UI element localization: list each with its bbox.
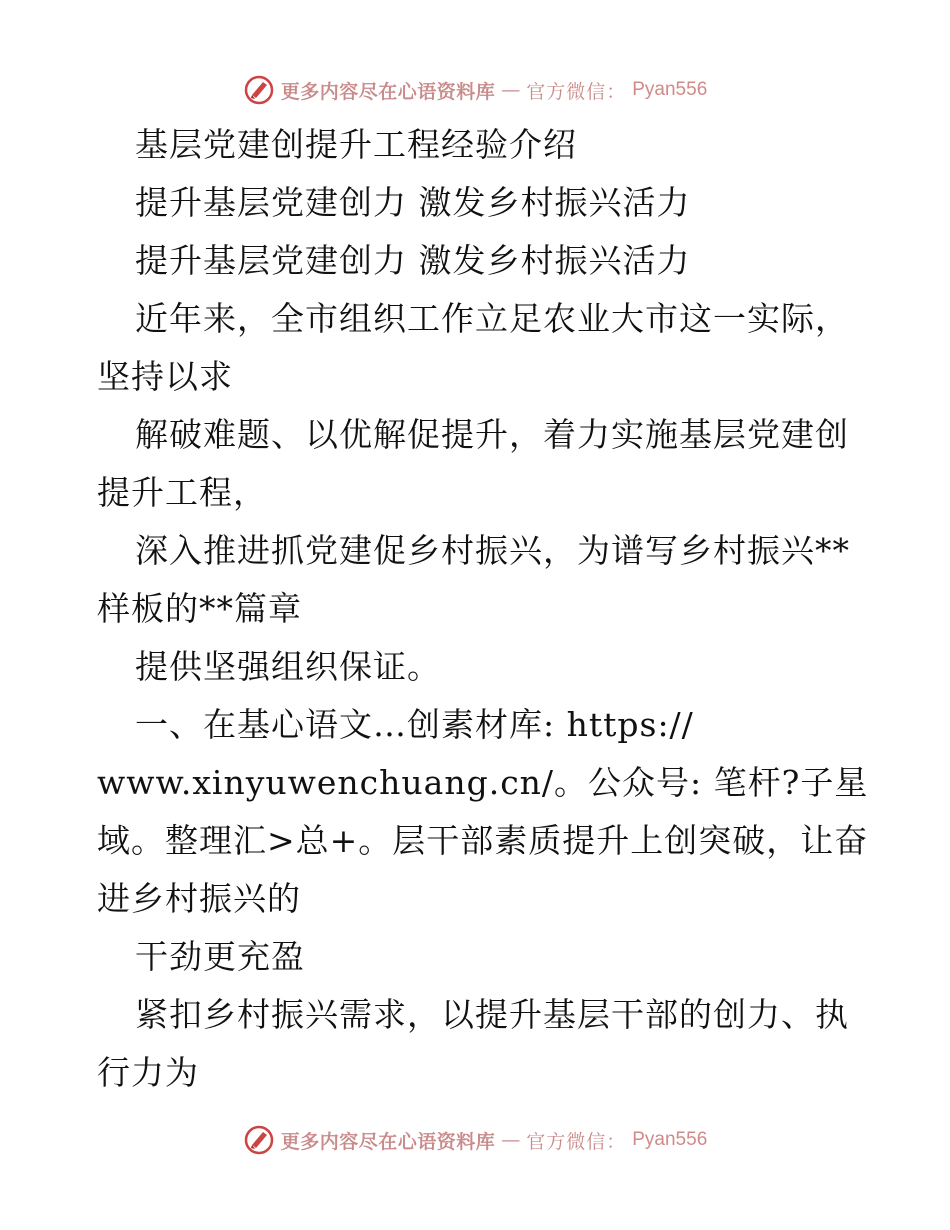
- watermark-wechat-id: Pyan556: [632, 79, 708, 100]
- watermark-dash: —: [501, 79, 521, 101]
- paragraph-line: 近年来，全市组织工作立足农业大市这一实际，: [135, 299, 849, 338]
- paragraph-line: 干劲更充盈: [135, 937, 305, 976]
- red-stamp-logo-icon: [243, 74, 275, 106]
- header-watermark: [0, 70, 950, 110]
- paragraph-line: 域。整理汇>总+。层干部素质提升上创突破，让奋: [97, 821, 869, 860]
- red-stamp-logo-icon: [243, 1124, 275, 1156]
- section-heading-line: 一、在基心语文…创素材库: https://: [135, 705, 694, 744]
- watermark-text: 更多内容尽在心语资料库: [280, 1130, 496, 1153]
- watermark-text: 更多内容尽在心语资料库: [280, 80, 496, 103]
- paragraph-line: 样板的**篇章: [97, 589, 302, 628]
- watermark-wechat-label: 官方微信：: [526, 1130, 627, 1153]
- watermark-dash: —: [501, 1129, 521, 1151]
- watermark-wechat-id: Pyan556: [632, 1129, 708, 1150]
- watermark-wechat-label: 官方微信：: [526, 80, 627, 103]
- paragraph-line: 解破难题、以优解促提升，着力实施基层党建创: [135, 415, 849, 454]
- footer-watermark: [0, 1120, 950, 1160]
- paragraph-line: 进乡村振兴的: [97, 879, 301, 918]
- paragraph-line: 紧扣乡村振兴需求，以提升基层干部的创力、执: [135, 995, 849, 1034]
- paragraph-line: 坚持以求: [97, 357, 233, 396]
- paragraph-line: 提升工程，: [97, 473, 267, 512]
- doc-subtitle: 提升基层党建创力 激发乡村振兴活力: [135, 183, 691, 222]
- doc-title: 基层党建创提升工程经验介绍: [135, 125, 577, 164]
- paragraph-line: 行力为: [97, 1053, 199, 1092]
- paragraph-line: www.xinyuwenchuang.cn/。公众号: 笔杆?子星: [97, 763, 869, 802]
- document-body: [97, 116, 869, 1102]
- paragraph-line: 深入推进抓党建促乡村振兴，为谱写乡村振兴**: [135, 531, 850, 570]
- doc-subtitle-repeat: 提升基层党建创力 激发乡村振兴活力: [135, 241, 691, 280]
- paragraph-line: 提供坚强组织保证。: [135, 647, 441, 686]
